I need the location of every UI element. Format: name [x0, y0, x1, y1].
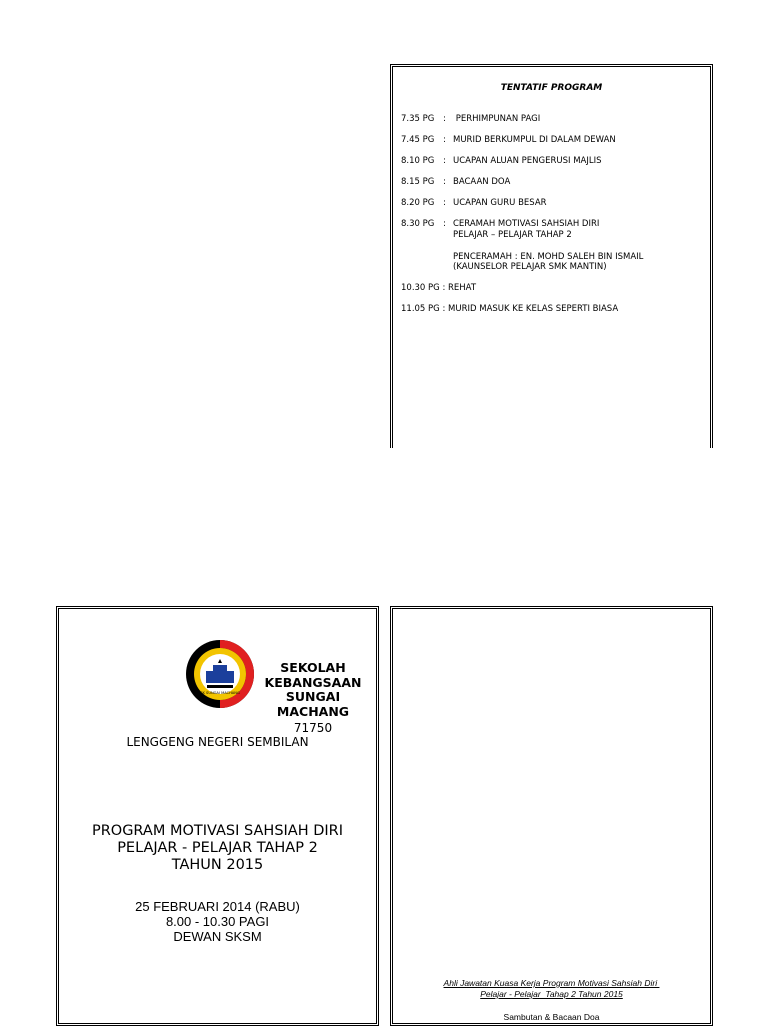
- school-logo: [183, 637, 257, 711]
- committee-title-line: Pelajar - Pelajar Tahap 2 Tahun 2015: [480, 989, 623, 999]
- schedule-time: 7.35 PG: [401, 114, 435, 124]
- schedule-time: 8.15 PG: [401, 177, 435, 187]
- svg-text:SK SUNGAI MACHANG: SK SUNGAI MACHANG: [200, 691, 240, 695]
- school-crest-icon: [183, 637, 257, 711]
- postcode: 71750: [293, 721, 333, 735]
- schedule-activity: MURID BERKUMPUL DI DALAM DEWAN: [453, 135, 616, 145]
- school-name-line: KEBANGSAAN: [264, 674, 362, 690]
- committee-panel: [390, 606, 713, 1026]
- schedule-activity: BACAAN DOA: [453, 177, 511, 187]
- schedule-separator: :: [443, 114, 446, 124]
- committee-title: [393, 978, 710, 1000]
- tentatif-title: TENTATIF PROGRAM: [500, 83, 603, 93]
- schedule-separator: :: [443, 219, 446, 229]
- schedule-rehat: 10.30 PG : REHAT: [401, 283, 477, 293]
- schedule-row: [401, 219, 704, 230]
- program-title-line: PELAJAR - PELAJAR TAHAP 2: [117, 840, 318, 856]
- event-time: 8.00 - 10.30 PAGI: [165, 914, 270, 929]
- school-name-line: MACHANG: [276, 703, 350, 719]
- schedule-separator: :: [443, 198, 446, 208]
- event-info: [59, 899, 376, 944]
- speaker-name: PENCERAMAH : EN. MOHD SALEH BIN ISMAIL: [453, 252, 644, 262]
- tentatif-program-panel: [390, 64, 713, 448]
- speaker-role: (KAUNSELOR PELAJAR SMK MANTIN): [453, 262, 607, 272]
- event-date: 25 FEBRUARI 2014 (RABU): [135, 899, 300, 914]
- schedule-last: 11.05 PG : MURID MASUK KE KELAS SEPERTI BIASA: [401, 304, 619, 314]
- schedule-separator: :: [443, 156, 446, 166]
- schedule-time: 8.10 PG: [401, 156, 435, 166]
- town-state: LENGGENG NEGERI SEMBILAN: [126, 735, 309, 749]
- cover-panel: [56, 606, 379, 1026]
- schedule-activity: UCAPAN GURU BESAR: [453, 198, 547, 208]
- program-title-line: PROGRAM MOTIVASI SAHSIAH DIRI: [91, 823, 344, 839]
- program-title-line: TAHUN 2015: [171, 857, 264, 873]
- schedule-time: 8.30 PG: [401, 219, 435, 229]
- schedule-time: 8.20 PG: [401, 198, 435, 208]
- schedule-row: [401, 114, 704, 125]
- school-name: [259, 661, 367, 719]
- committee-first-item: Sambutan & Bacaan Doa: [503, 1012, 600, 1022]
- committee-title-line: Ahli Jawatan Kuasa Kerja Program Motivasi Sahsiah Diri: [443, 978, 660, 988]
- schedule-activity: PERHIMPUNAN PAGI: [453, 114, 541, 124]
- school-name-line: SUNGAI: [285, 689, 341, 704]
- schedule-row: [401, 156, 704, 167]
- schedule-row: [401, 198, 704, 209]
- schedule-activity-continued: PELAJAR – PELAJAR TAHAP 2: [453, 230, 572, 240]
- program-title: [59, 823, 376, 874]
- schedule-time: 7.45 PG: [401, 135, 435, 145]
- schedule-row: [401, 177, 704, 188]
- schedule-separator: :: [443, 177, 446, 187]
- schedule-row: [401, 135, 704, 146]
- event-venue: DEWAN SKSM: [173, 929, 262, 944]
- schedule-separator: :: [443, 135, 446, 145]
- schedule-activity: CERAMAH MOTIVASI SAHSIAH DIRI: [453, 219, 600, 229]
- schedule-activity: UCAPAN ALUAN PENGERUSI MAJLIS: [453, 156, 602, 166]
- school-name-line: SEKOLAH: [280, 660, 346, 675]
